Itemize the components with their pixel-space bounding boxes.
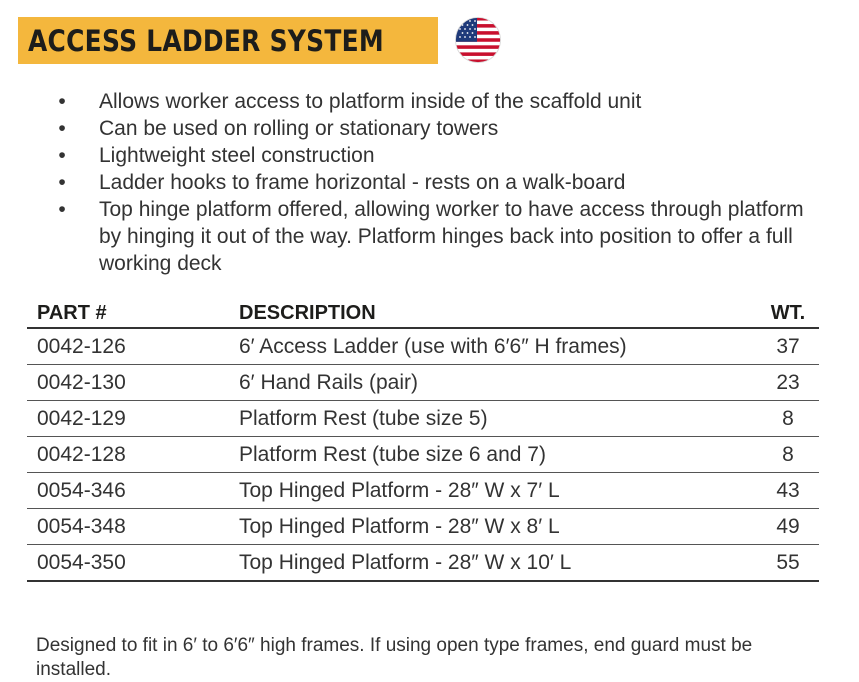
us-flag-icon: [455, 17, 501, 63]
part-number-cell: 0042-130: [27, 365, 239, 401]
weight-cell: 8: [757, 437, 819, 473]
description-cell: 6′ Hand Rails (pair): [239, 365, 757, 401]
part-number-cell: 0054-350: [27, 545, 239, 582]
description-cell: 6′ Access Ladder (use with 6′6″ H frames): [239, 328, 757, 365]
feature-text: Allows worker access to platform inside of the scaffold unit: [99, 90, 642, 113]
weight-cell: 8: [757, 401, 819, 437]
table-row: [27, 437, 819, 473]
part-number-cell: 0042-129: [27, 401, 239, 437]
weight-cell: 49: [757, 509, 819, 545]
column-header-part: PART #: [27, 291, 239, 328]
title-banner: [18, 17, 438, 64]
parts-table: [27, 291, 819, 582]
bullet-glyph: •: [58, 117, 66, 140]
part-number-cell: 0042-126: [27, 328, 239, 365]
feature-text: Lightweight steel construction: [99, 144, 375, 167]
description-cell: Platform Rest (tube size 5): [239, 401, 757, 437]
part-number-cell: 0042-128: [27, 437, 239, 473]
weight-cell: 23: [757, 365, 819, 401]
table-row: [27, 365, 819, 401]
feature-item: [52, 142, 812, 169]
feature-item: [52, 115, 812, 142]
weight-cell: 37: [757, 328, 819, 365]
page-title: ACCESS LADDER SYSTEM: [28, 23, 384, 58]
feature-text: Top hinge platform offered, allowing worker to have access through platform by hinging it out of the way. Platform hinges back into position to offer a full working deck: [99, 198, 804, 275]
feature-item: [52, 196, 812, 277]
bullet-glyph: •: [58, 171, 66, 194]
bullet-glyph: •: [58, 198, 66, 221]
table-row: [27, 545, 819, 582]
description-cell: Top Hinged Platform - 28″ W x 7′ L: [239, 473, 757, 509]
part-number-cell: 0054-348: [27, 509, 239, 545]
column-header-weight: WT.: [757, 291, 819, 328]
table-header-row: [27, 291, 819, 328]
table-row: [27, 509, 819, 545]
weight-cell: 55: [757, 545, 819, 582]
description-cell: Platform Rest (tube size 6 and 7): [239, 437, 757, 473]
table-row: [27, 473, 819, 509]
feature-list: [52, 88, 812, 277]
feature-text: Can be used on rolling or stationary towers: [99, 117, 499, 140]
feature-item: [52, 169, 812, 196]
part-number-cell: 0054-346: [27, 473, 239, 509]
description-cell: Top Hinged Platform - 28″ W x 8′ L: [239, 509, 757, 545]
description-cell: Top Hinged Platform - 28″ W x 10′ L: [239, 545, 757, 582]
table-row: [27, 328, 819, 365]
footnote: Designed to fit in 6′ to 6′6″ high frames. If using open type frames, end guard must be installed.: [36, 635, 753, 680]
bullet-glyph: •: [58, 144, 66, 167]
column-header-description: DESCRIPTION: [239, 291, 757, 328]
feature-item: [52, 88, 812, 115]
feature-text: Ladder hooks to frame horizontal - rests on a walk-board: [99, 171, 626, 194]
bullet-glyph: •: [58, 90, 66, 113]
table-row: [27, 401, 819, 437]
weight-cell: 43: [757, 473, 819, 509]
